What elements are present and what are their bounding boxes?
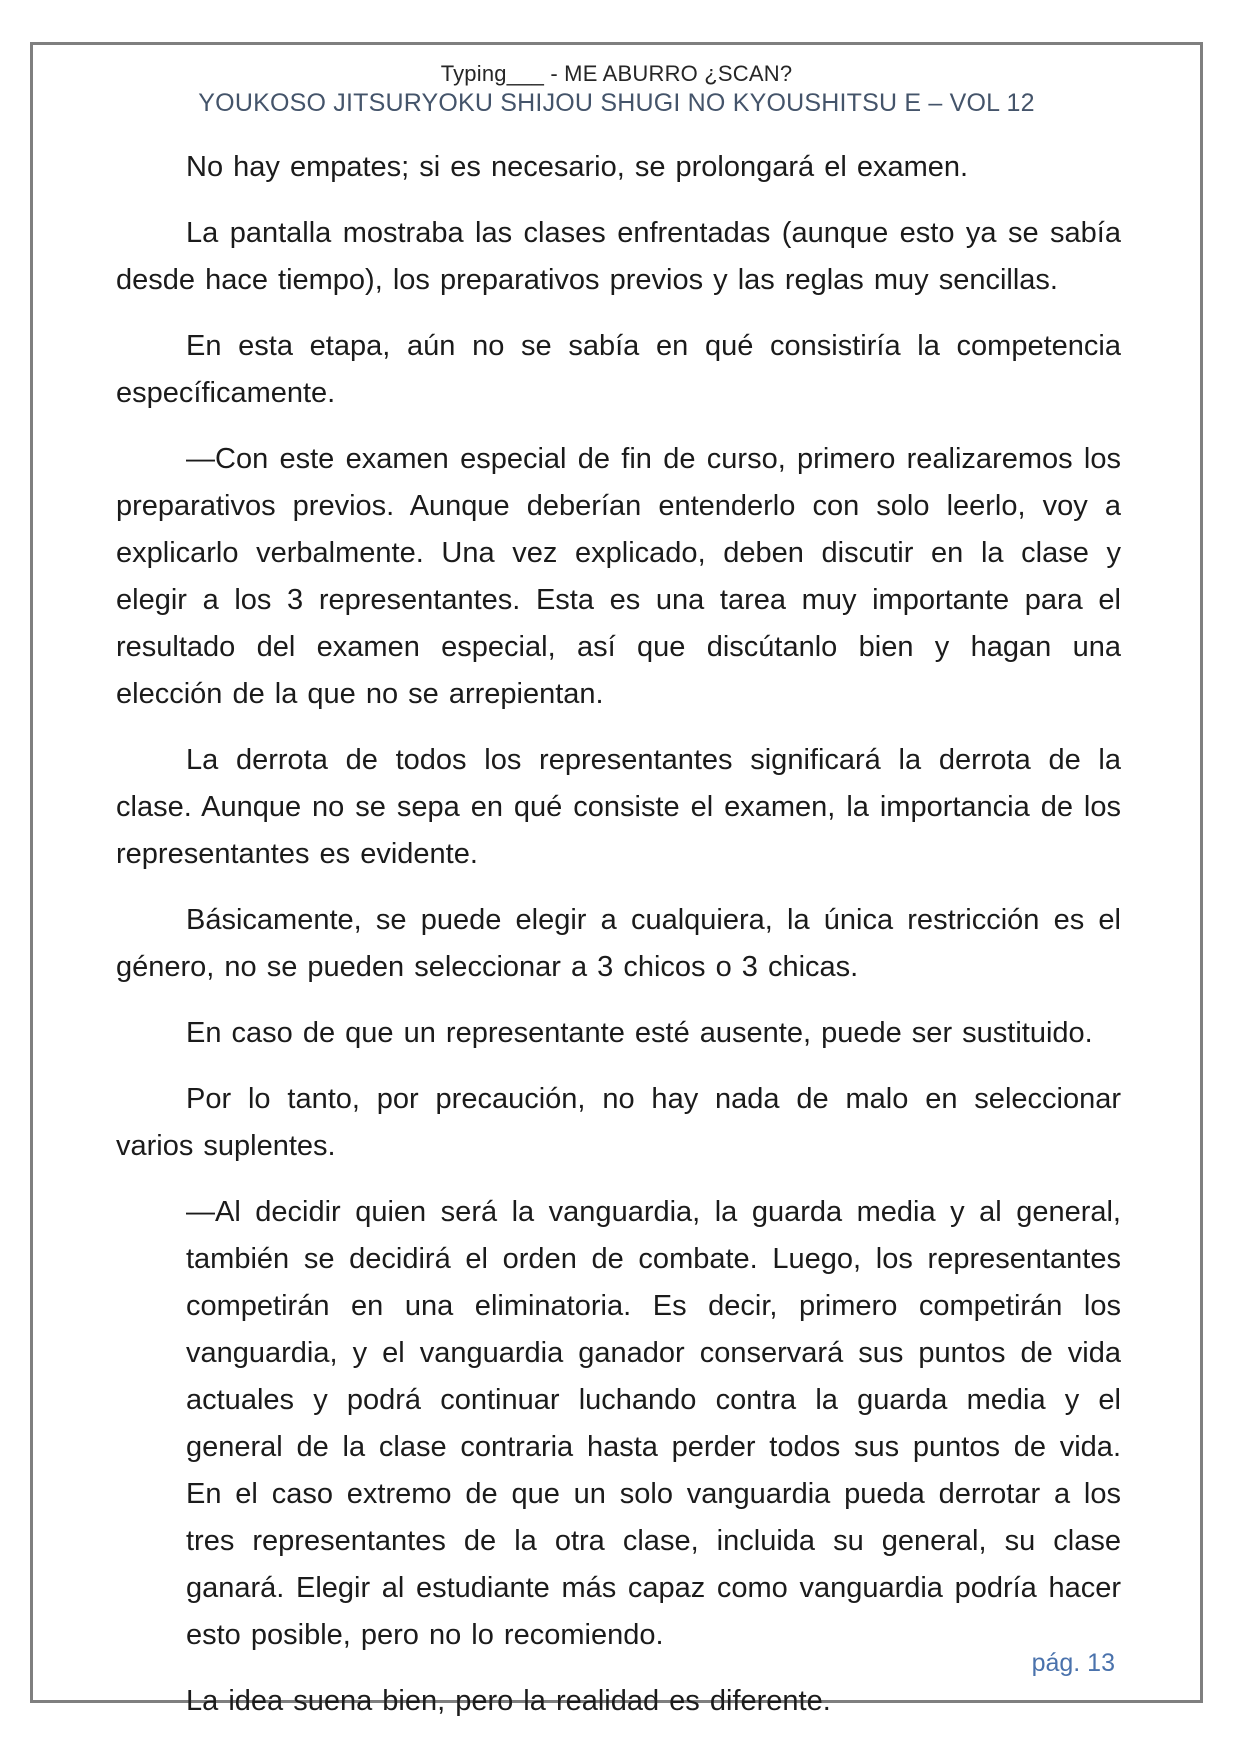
- document-body: [116, 144, 1121, 1725]
- paragraph: La derrota de todos los representantes significará la derrota de la clase. Aunque no se sepa en qué consiste el examen, la importancia de los representantes es evidente.: [116, 744, 1121, 871]
- header-subtitle: YOUKOSO JITSURYOKU SHIJOU SHUGI NO KYOUSHITSU E – VOL 12: [198, 89, 1035, 118]
- paragraph: En esta etapa, aún no se sabía en qué consistiría la competencia específicamente.: [116, 330, 1121, 410]
- header-title: Typing___ - ME ABURRO ¿SCAN?: [440, 61, 793, 86]
- paragraph: La pantalla mostraba las clases enfrentadas (aunque esto ya se sabía desde hace tiempo), los preparativos previos y las reglas muy sencillas.: [116, 217, 1121, 297]
- paragraph: No hay empates; si es necesario, se prolongará el examen.: [186, 151, 969, 184]
- paragraph: —Al decidir quien será la vanguardia, la guarda media y al general, también se decidirá el orden de combate. Luego, los representantes competirán en una eliminatoria. Es decir, primero competirán los vanguardia, y el vanguardia ganador conservará sus puntos de vida actuales y podrá continuar luchando contra la guarda media y el general de la clase contraria hasta perder todos sus puntos de vida. En el caso extremo de que un solo vanguardia pueda derrotar a los tres representantes de la otra clase, incluida su general, su clase ganará. Elegir al estudiante más capaz como vanguardia podría hacer esto posible, pero no lo recomiendo.: [186, 1196, 1121, 1652]
- paragraph: La idea suena bien, pero la realidad es diferente.: [186, 1685, 831, 1718]
- page-border: [30, 42, 1203, 1718]
- paragraph: Básicamente, se puede elegir a cualquiera, la única restricción es el género, no se pueden seleccionar a 3 chicos o 3 chicas.: [116, 904, 1121, 984]
- page-number: pág. 13: [1031, 1649, 1115, 1677]
- paragraph: Por lo tanto, por precaución, no hay nada de malo en seleccionar varios suplentes.: [116, 1083, 1121, 1163]
- paragraph: —Con este examen especial de fin de curso, primero realizaremos los preparativos previos. Aunque deberían entenderlo con solo leerlo, voy a explicarlo verbalmente. Una vez explicado, deben discutir en la clase y elegir a los 3 representantes. Esta es una tarea muy importante para el resultado del examen especial, así que discútanlo bien y hagan una elección de la que no se arrepientan.: [116, 443, 1121, 711]
- page-header: [33, 61, 1200, 118]
- paragraph: En caso de que un representante esté ausente, puede ser sustituido.: [186, 1017, 1093, 1050]
